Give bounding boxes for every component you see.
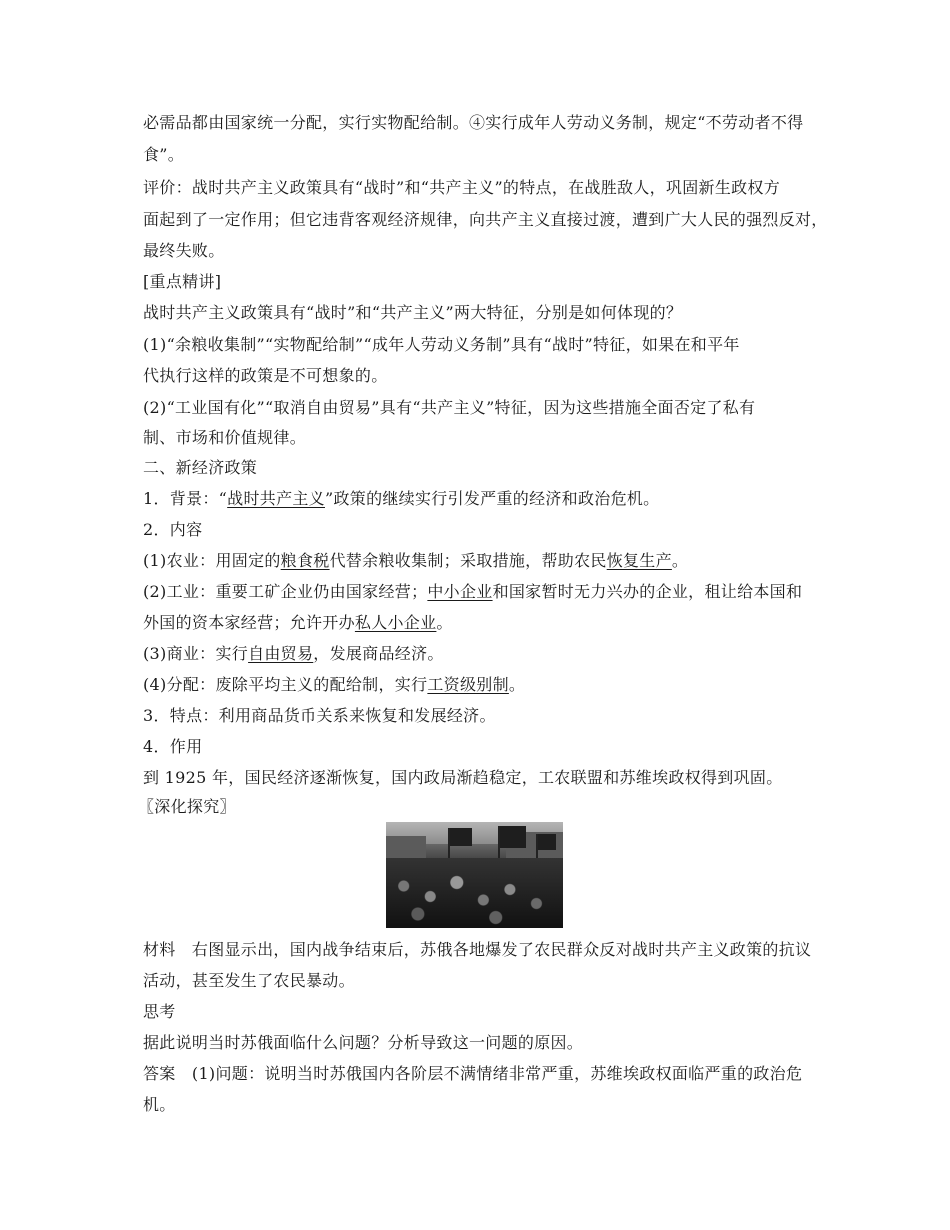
text-line: 据此说明当时苏俄面临什么问题？分析导致这一问题的原因。 (143, 1033, 584, 1052)
text-line: 4．作用 (143, 737, 203, 756)
underlined-term: 私人小企业 (354, 613, 437, 632)
text-span: 。 (671, 551, 689, 570)
text-line: 3．特点：利用商品货币关系来恢复和发展经济。 (143, 706, 496, 725)
text-span: (3)商业：实行 (143, 644, 249, 663)
underlined-term: 恢复生产 (606, 551, 672, 570)
text-line: (1)“余粮收集制”“实物配给制”“成年人劳动义务制”具有“战时”特征，如果在和平年 (143, 335, 740, 354)
text-line: (2)“工业国有化”“取消自由贸易”具有“共产主义”特征，因为这些措施全面否定了私有 (143, 398, 756, 417)
underlined-term: 战时共产主义 (227, 489, 325, 508)
text-line: 必需品都由国家统一分配，实行实物配给制。④实行成年人劳动义务制，规定“不劳动者不得 (143, 113, 804, 132)
text-line (143, 644, 444, 664)
text-line (143, 582, 802, 602)
text-span: 1．背景：“ (143, 489, 228, 508)
text-line (143, 613, 453, 633)
text-line: 食”。 (143, 145, 185, 164)
text-line: 最终失败。 (143, 241, 225, 260)
text-span: ，发展商品经济。 (313, 644, 444, 663)
text-line: 面起到了一定作用；但它违背客观经济规律，向共产主义直接过渡，遭到广大人民的强烈反对， (143, 210, 828, 229)
text-line (143, 675, 525, 695)
text-span: 外国的资本家经营；允许开办 (143, 613, 355, 632)
text-line: 战时共产主义政策具有“战时”和“共产主义”两大特征，分别是如何体现的？ (143, 303, 683, 322)
underlined-term: 粮食税 (280, 551, 330, 570)
text-line: 活动，甚至发生了农民暴动。 (143, 971, 355, 990)
text-line: 材料 右图显示出，国内战争结束后，苏俄各地爆发了农民群众反对战时共产主义政策的抗议 (143, 940, 812, 959)
text-line: 2．内容 (143, 520, 203, 539)
text-line: 制、市场和价值规律。 (143, 428, 307, 447)
section-heading: 二、新经济政策 (143, 458, 258, 477)
protest-photo (386, 822, 563, 928)
text-span: ”政策的继续实行引发严重的经济和政治危机。 (324, 489, 660, 508)
text-line (143, 489, 659, 509)
text-span: 和国家暂时无力兴办的企业，租让给本国和 (492, 582, 803, 601)
text-line: 机。 (143, 1095, 176, 1114)
text-span: (4)分配：废除平均主义的配给制，实行 (143, 675, 428, 694)
text-span: 。 (436, 613, 453, 632)
text-span: 代替余粮收集制；采取措施，帮助农民 (329, 551, 607, 570)
text-line: 到 1925 年，国民经济逐渐恢复，国内政局渐趋稳定，工农联盟和苏维埃政权得到巩固。 (143, 768, 783, 787)
section-label: 〖深化探究〗 (138, 797, 236, 816)
underlined-term: 工资级别制 (427, 675, 509, 694)
section-label: [重点精讲] (143, 272, 222, 291)
underlined-term: 自由贸易 (248, 644, 314, 663)
text-line: 答案 (1)问题：说明当时苏俄国内各阶层不满情绪非常严重，苏维埃政权面临严重的政治危 (143, 1064, 803, 1083)
underlined-term: 中小企业 (427, 582, 493, 601)
text-span: (1)农业：用固定的 (143, 551, 281, 570)
text-line: 评价：战时共产主义政策具有“战时”和“共产主义”的特点，在战胜敌人，巩固新生政权方 (143, 178, 781, 197)
text-line: 代执行这样的政策是不可想象的。 (143, 366, 388, 385)
text-line: 思考 (143, 1002, 176, 1021)
text-span: 。 (508, 675, 526, 694)
text-line (143, 551, 688, 571)
text-span: (2)工业：重要工矿企业仍由国家经营； (143, 582, 428, 601)
